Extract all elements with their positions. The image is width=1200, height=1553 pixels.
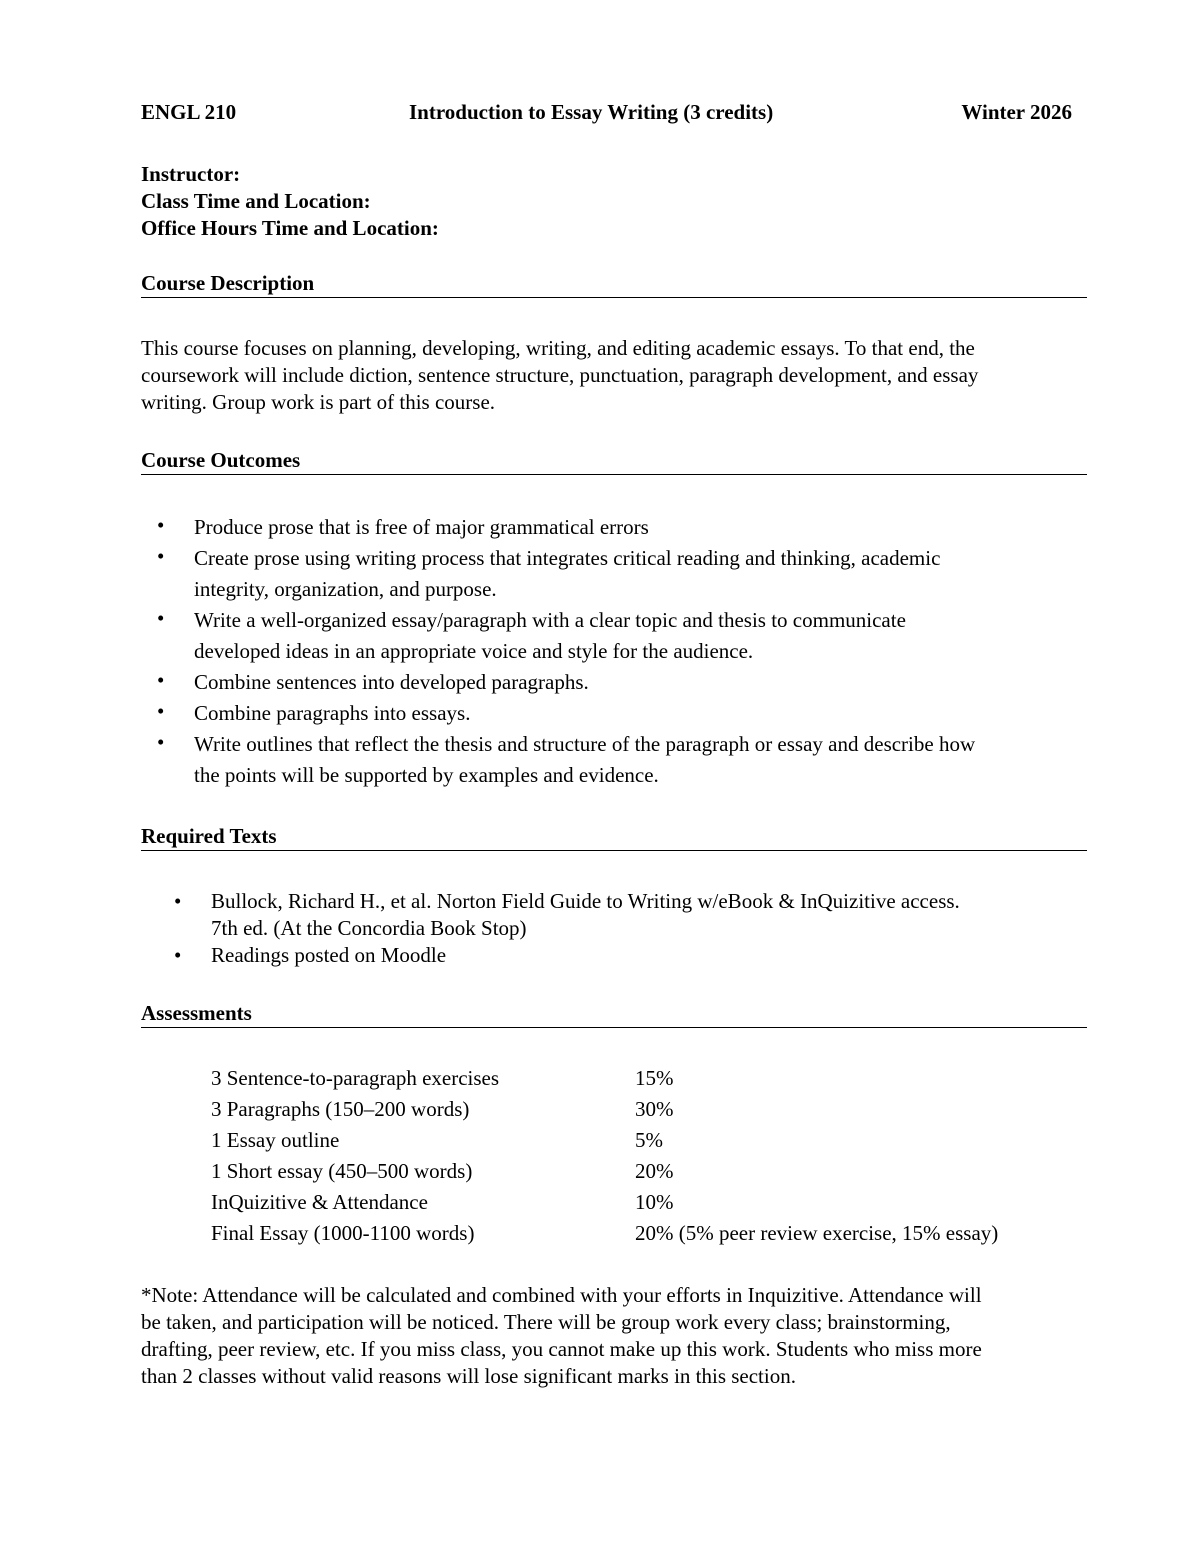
bullet-icon: • [157,544,165,568]
list-item [141,729,1087,791]
outcome-line: Write a well-organized essay/paragraph with a clear topic and thesis to communicate [194,608,906,632]
assessment-item: Final Essay (1000-1100 words) [211,1221,475,1245]
table-row [211,1218,998,1249]
bullet-icon: • [174,889,182,913]
attendance-note [141,1282,1087,1390]
instructor-label: Instructor: [141,162,241,186]
course-description-heading: Course Description [141,270,1087,298]
description-line: This course focuses on planning, developing, writing, and editing academic essays. To that end, the [141,336,975,360]
course-header [141,100,1072,128]
outcome-line: Produce prose that is free of major grammatical errors [194,515,649,539]
bullet-icon: • [157,699,165,723]
office-hours-label: Office Hours Time and Location: [141,216,439,240]
note-line: be taken, and participation will be noticed. There will be group work every class; brainstorming, [141,1310,951,1334]
assessments-table [211,1063,998,1249]
course-term: Winter 2026 [961,100,1072,124]
assessment-weight: 20% (5% peer review exercise, 15% essay) [635,1221,999,1245]
table-row [211,1187,998,1218]
bullet-icon: • [174,943,182,967]
course-info [141,161,439,242]
assessment-weight: 5% [635,1128,663,1152]
course-outcomes-list [141,512,1087,791]
bullet-icon: • [157,606,165,630]
bullet-icon: • [157,668,165,692]
required-texts-list [141,888,1087,969]
required-texts-heading: Required Texts [141,823,1087,851]
description-line: coursework will include diction, sentence structure, punctuation, paragraph development, and essay [141,363,979,387]
note-line: *Note: Attendance will be calculated and combined with your efforts in Inquizitive. Attendance will [141,1283,982,1307]
course-description-text [141,335,1087,416]
table-row [211,1094,998,1125]
outcome-line: the points will be supported by examples and evidence. [194,763,659,787]
assessment-weight: 15% [635,1066,674,1090]
outcome-line: Create prose using writing process that integrates critical reading and thinking, academic [194,546,941,570]
outcome-line: integrity, organization, and purpose. [194,577,497,601]
syllabus-page [141,0,1087,1553]
note-line: drafting, peer review, etc. If you miss class, you cannot make up this work. Students who miss more [141,1337,982,1361]
assessment-weight: 20% [635,1159,674,1183]
outcome-line: Combine paragraphs into essays. [194,701,471,725]
bullet-icon: • [157,730,165,754]
list-item [141,942,1087,969]
assessment-item: 1 Essay outline [211,1128,340,1152]
assessment-item: 3 Sentence-to-paragraph exercises [211,1066,500,1090]
list-item [141,667,1087,698]
assessment-item: 1 Short essay (450–500 words) [211,1159,473,1183]
course-code: ENGL 210 [141,100,237,124]
list-item [141,888,1087,942]
note-line: than 2 classes without valid reasons will lose significant marks in this section. [141,1364,796,1388]
assessment-item: InQuizitive & Attendance [211,1190,428,1214]
assessment-weight: 30% [635,1097,674,1121]
table-row [211,1063,998,1094]
bullet-icon: • [157,513,165,537]
text-line: 7th ed. (At the Concordia Book Stop) [211,916,527,940]
assessment-item: 3 Paragraphs (150–200 words) [211,1097,470,1121]
table-row [211,1125,998,1156]
course-title: Introduction to Essay Writing (3 credits) [409,100,774,124]
class-time-label: Class Time and Location: [141,189,371,213]
table-row [211,1156,998,1187]
outcome-line: Write outlines that reflect the thesis and structure of the paragraph or essay and describe how [194,732,976,756]
course-outcomes-heading: Course Outcomes [141,447,1087,475]
list-item [141,698,1087,729]
text-line: Bullock, Richard H., et al. Norton Field Guide to Writing w/eBook & InQuizitive access. [211,889,960,913]
list-item [141,512,1087,543]
text-line: Readings posted on Moodle [211,943,447,967]
assessments-heading: Assessments [141,1000,1087,1028]
description-line: writing. Group work is part of this course. [141,390,496,414]
list-item [141,543,1087,605]
assessment-weight: 10% [635,1190,674,1214]
list-item [141,605,1087,667]
outcome-line: developed ideas in an appropriate voice and style for the audience. [194,639,754,663]
outcome-line: Combine sentences into developed paragraphs. [194,670,589,694]
